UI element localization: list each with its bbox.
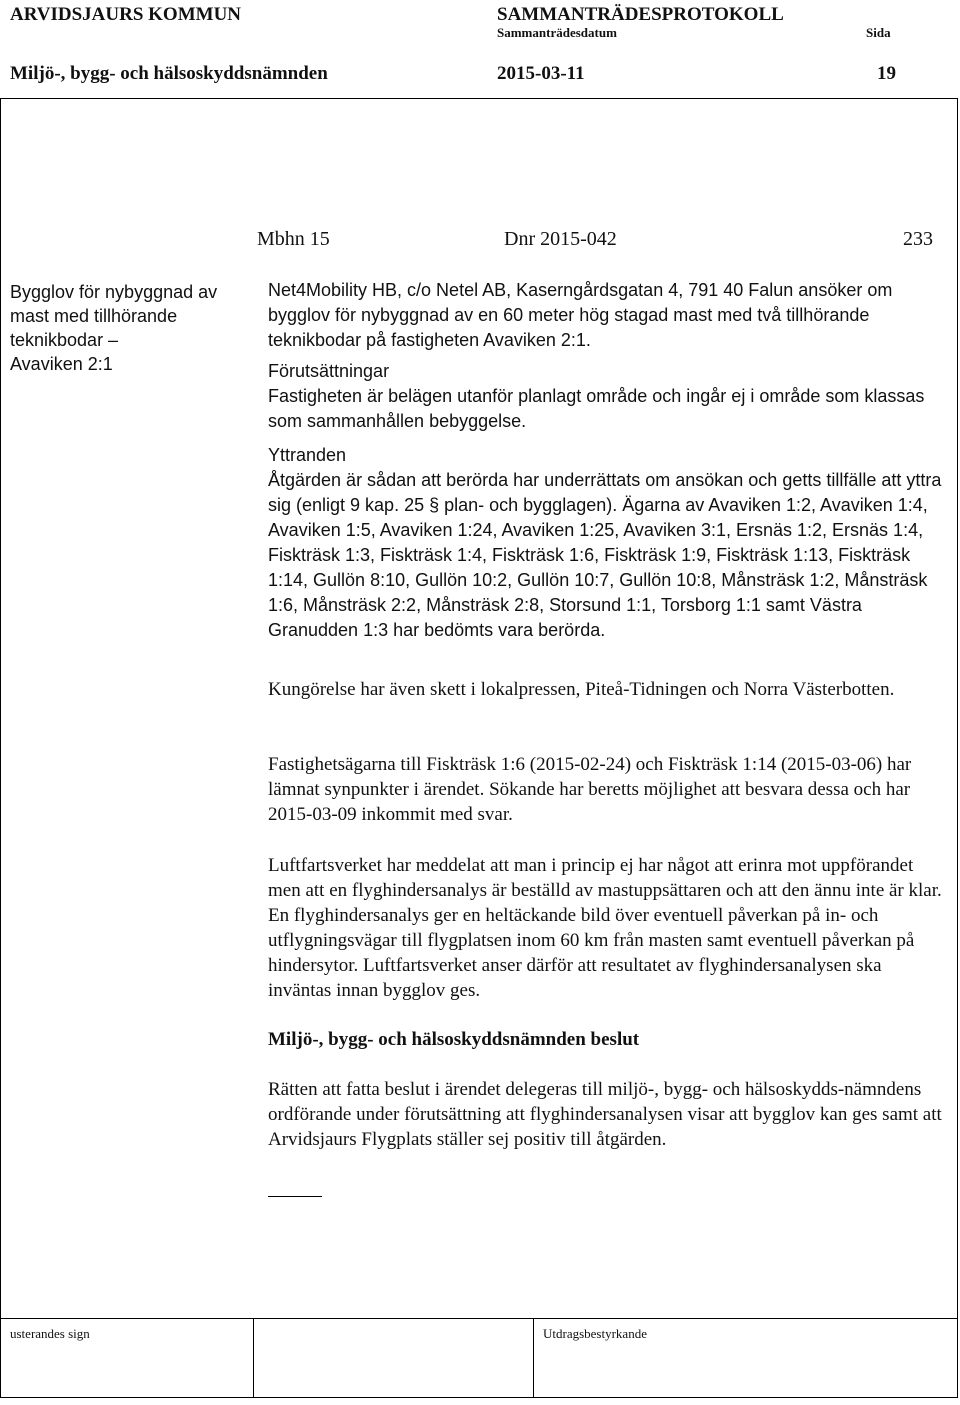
document-type: SAMMANTRÄDESPROTOKOLL: [497, 4, 784, 25]
decision-heading: Miljö-, bygg- och hälsoskyddsnämnden beslut: [268, 1029, 640, 1050]
announcement-section: [268, 677, 948, 702]
intro-paragraph: Net4Mobility HB, c/o Netel AB, Kaserngårdsgatan 4, 791 40 Falun ansöker om bygglov för nybyggnad av en 60 meter hög stagad mast med två tillhörande teknikbodar på fastigheten Avaviken 2:1.: [268, 280, 893, 350]
footer-divider-right: [533, 1318, 534, 1398]
page-number: 19: [877, 63, 896, 84]
aviation-section: [268, 853, 948, 1003]
decision-section: [268, 1077, 948, 1152]
case-code: 233: [903, 228, 933, 250]
aviation-text: Luftfartsverket har meddelat att man i princip ej har något att erinra mot uppförandet men att en flyghindersanalys är beställd av mastuppsättaren och att den ännu inte är klar. En flyghindersanalys ger en heltäckande bild över eventuell påverkan på in- och utflygningsvägar till flygplatsen inom 60 km från masten samt eventuell påverkan på hindersytor. Luftfartsverket anser därför att resultatet av flyghindersanalysen ska inväntas innan bygglov ges.: [268, 855, 942, 1001]
prerequisites-section: [268, 359, 948, 434]
case-title-line: Bygglov för nybyggnad av: [10, 282, 218, 302]
owners-section: [268, 752, 948, 827]
application-intro: [268, 278, 948, 353]
statements-text: Åtgärden är sådan att berörda har underrättats om ansökan och getts tillfälle att yttra sig (enligt 9 kap. 25 § plan- och bygglagen). Ägarna av Avaviken 1:2, Avaviken 1:4, Avaviken 1:5, Avaviken 1:24, Avaviken 1:25, Avaviken 3:1, Ersnäs 1:2, Ersnäs 1:4, Fiskträsk 1:3, Fiskträsk 1:4, Fiskträsk 1:6, Fiskträsk 1:9, Fiskträsk 1:13, Fiskträsk 1:14, Gullön 8:10, Gullön 10:2, Gullön 10:7, Gullön 10:8, Månsträsk 1:2, Månsträsk 1:6, Månsträsk 2:2, Månsträsk 2:8, Storsund 1:1, Torsborg 1:1 samt Västra Granudden 1:3 har bedömts vara berörda.: [268, 470, 942, 640]
meeting-date: 2015-03-11: [497, 63, 585, 84]
case-title-line: Avaviken 2:1: [10, 354, 113, 374]
footer-certification-label: Utdragsbestyrkande: [543, 1326, 647, 1341]
prerequisites-text: Fastigheten är belägen utanför planlagt område och ingår ej i område som klassas som sammanhållen bebyggelse.: [268, 386, 925, 431]
statements-heading: Yttranden: [268, 445, 347, 465]
footer-signature-label: usterandes sign: [10, 1326, 90, 1341]
municipality-name: ARVIDSJAURS KOMMUN: [10, 4, 242, 25]
announcement-text: Kungörelse har även skett i lokalpressen, Piteå-Tidningen och Norra Västerbotten.: [268, 679, 895, 700]
prerequisites-heading: Förutsättningar: [268, 361, 390, 381]
case-dnr: Dnr 2015-042: [504, 228, 617, 250]
end-line: [268, 1196, 322, 1197]
page-label: Sida: [866, 25, 891, 40]
frame-right-rule: [957, 98, 958, 1398]
date-label: Sammanträdesdatum: [497, 25, 617, 40]
case-title-line: teknikbodar –: [10, 330, 119, 350]
decision-heading-block: [268, 1027, 948, 1052]
frame-left-rule: [0, 98, 1, 1398]
footer-divider-left: [253, 1318, 254, 1398]
case-title-line: mast med tillhörande: [10, 306, 178, 326]
statements-section: [268, 443, 948, 643]
decision-text: Rätten att fatta beslut i ärendet delegeras till miljö-, bygg- och hälsoskydds-nämndens ordförande under förutsättning att flyghindersanalysen visar att bygglov kan ges samt att Arvidsjaurs Flygplats ställer sej positiv till åtgärden.: [268, 1079, 942, 1150]
owners-text: Fastighetsägarna till Fiskträsk 1:6 (2015-02-24) och Fiskträsk 1:14 (2015-03-06) har lämnat synpunkter i ärendet. Sökande har beretts möjlighet att besvara dessa och har 2015-03-09 inkommit med svar.: [268, 754, 912, 825]
frame-bottom-rule: [0, 1397, 958, 1398]
committee-name: Miljö-, bygg- och hälsoskyddsnämnden: [10, 63, 328, 84]
footer-rule: [0, 1318, 958, 1319]
case-title: [10, 280, 255, 376]
frame-top-rule: [0, 98, 958, 99]
case-number: Mbhn 15: [257, 228, 330, 250]
